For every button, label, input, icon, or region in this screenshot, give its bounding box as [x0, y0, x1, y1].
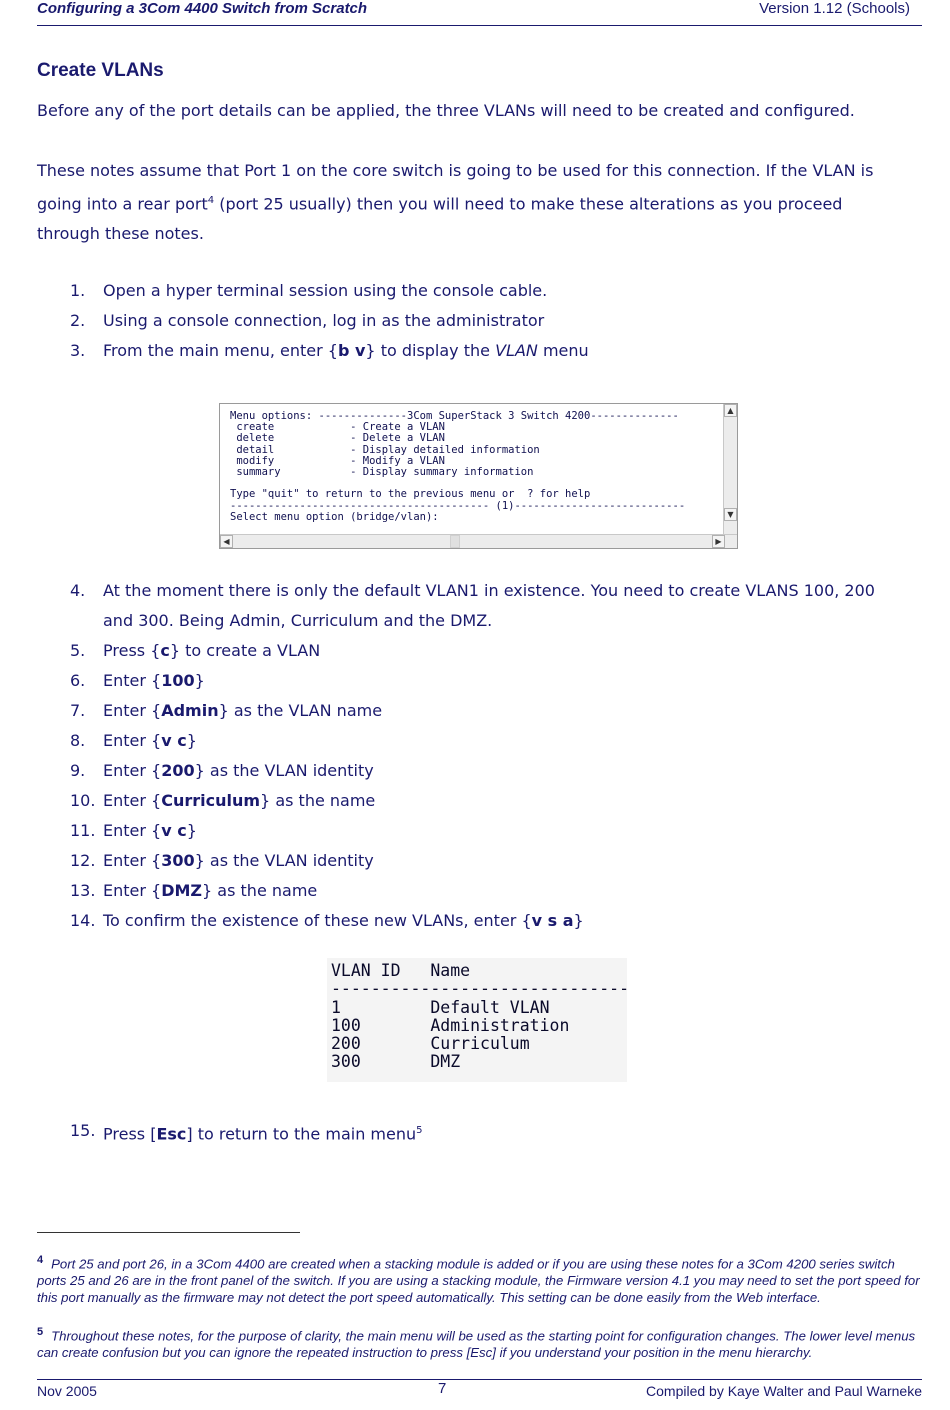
step-number: 1. — [70, 281, 86, 300]
step-text — [103, 846, 918, 876]
section-title: Create VLANs — [37, 60, 164, 81]
step-number: 8. — [70, 731, 86, 750]
footnote-ref-5[interactable]: 5 — [416, 1125, 423, 1136]
step-text-pre: Enter { — [103, 821, 162, 840]
step-text-continued: and 300. Being Admin, Curriculum and the DMZ. — [103, 611, 493, 630]
step-number: 3. — [70, 341, 86, 360]
step-text-pre: From the main menu, enter { — [103, 341, 338, 360]
step-number: 13. — [70, 881, 96, 900]
footnote-mark: 4 — [37, 1254, 44, 1266]
command-keys: v s a — [531, 911, 574, 930]
command-keys: DMZ — [161, 881, 203, 900]
vlan-summary-output — [331, 962, 629, 1072]
step-text-post: } — [186, 731, 197, 750]
footnote-ref-4[interactable]: 4 — [207, 195, 215, 206]
vertical-scrollbar[interactable] — [723, 404, 737, 534]
step-text-post: } as the VLAN identity — [194, 761, 374, 780]
command-keys: v c — [161, 821, 187, 840]
terminal-line: Type "quit" to return to the previous menu or ? for help — [230, 488, 591, 501]
step-text — [103, 336, 918, 366]
terminal-line: create - Create a VLAN — [230, 421, 445, 434]
footnote-text: Port 25 and port 26, in a 3Com 4400 are created when a stacking module is added or if you are using these notes for a 3Com 4200 series switch ports 25 and 26 are in the front panel of the switch. If you are using a stacking module, the Firmware version 4.1 you may need to set the port speed for this port manually as the firmware may not detect the port speed automatically. This setting can be done easily from the Web interface. — [37, 1256, 920, 1306]
step-text-pre: Enter { — [103, 761, 162, 780]
notes-line-2-cont: (port 25 usually) then you will need to make these alterations as you proceed — [214, 194, 843, 214]
step-number: 7. — [70, 701, 86, 720]
step-number: 2. — [70, 311, 86, 330]
step-number: 11. — [70, 821, 96, 840]
horizontal-scrollbar[interactable] — [220, 534, 737, 548]
terminal-output — [230, 411, 685, 523]
step-text-pre: Press [ — [103, 1124, 157, 1144]
step-text — [103, 636, 918, 666]
step-text-post: } — [573, 911, 584, 930]
list-item — [70, 666, 920, 696]
list-item — [70, 906, 920, 936]
scroll-right-icon[interactable]: ▶ — [712, 535, 725, 548]
vlan-table-divider: ------------------------------ — [331, 979, 630, 999]
terminal-line: modify - Modify a VLAN — [230, 454, 445, 467]
vlan-table-row: 100 Administration — [331, 1015, 570, 1035]
command-keys: 100 — [161, 671, 195, 690]
step-text-post: ] to return to the main menu — [186, 1124, 417, 1144]
step-text-post: } — [194, 671, 205, 690]
vlan-table-row: 1 Default VLAN — [331, 997, 550, 1017]
step-text-pre: Enter { — [103, 701, 162, 720]
step-text-post: } as the name — [260, 791, 376, 810]
step-text: At the moment there is only the default VLAN1 in existence. You need to create VLANS 100, 200 — [103, 581, 875, 600]
command-keys: b v — [337, 341, 366, 360]
terminal-line: Menu options: --------------3Com SuperStack 3 Switch 4200-------------- — [230, 410, 679, 422]
step-text — [103, 756, 918, 786]
list-item — [70, 276, 920, 306]
step-number: 5. — [70, 641, 86, 660]
step-text — [103, 666, 918, 696]
scroll-up-icon[interactable]: ▲ — [724, 404, 737, 417]
list-item — [70, 786, 920, 816]
command-keys: v c — [161, 731, 187, 750]
footnote-5 — [37, 1324, 922, 1361]
page-number: 7 — [438, 1380, 447, 1397]
terminal-line: detail - Display detailed information — [230, 443, 540, 456]
header-divider — [37, 25, 922, 26]
list-item — [70, 576, 920, 606]
step-text-post: } — [186, 821, 197, 840]
document-header-title: Configuring a 3Com 4400 Switch from Scratch — [37, 0, 368, 17]
terminal-prompt: Select menu option (bridge/vlan): — [230, 510, 439, 523]
list-item — [70, 876, 920, 906]
step-text: Open a hyper terminal session using the console cable. — [103, 281, 548, 300]
list-item — [70, 726, 920, 756]
step-text — [103, 1116, 918, 1149]
step-text — [103, 726, 918, 756]
footnote-4 — [37, 1252, 922, 1306]
vlan-table-row: 200 Curriculum — [331, 1034, 530, 1054]
document-version: Version 1.12 (Schools) — [759, 0, 910, 17]
menu-name: VLAN — [495, 341, 538, 360]
step-text-pre: Press { — [103, 641, 161, 660]
list-item — [70, 696, 920, 726]
notes-line-2-text: going into a rear port — [37, 194, 208, 214]
footer-credit: Compiled by Kaye Walter and Paul Warneke — [646, 1383, 922, 1399]
scroll-thumb[interactable] — [450, 535, 460, 548]
step-number: 10. — [70, 791, 96, 810]
vlan-table-row: 300 DMZ — [331, 1052, 461, 1072]
notes-line-1: These notes assume that Port 1 on the core switch is going to be used for this connection. If the VLAN is — [37, 161, 874, 180]
list-item — [70, 636, 920, 666]
step-number: 12. — [70, 851, 96, 870]
step-text — [103, 876, 918, 906]
step-text-post: } as the name — [202, 881, 318, 900]
list-item — [70, 846, 920, 876]
step-text-post: } to display the — [365, 341, 496, 360]
step-text: Using a console connection, log in as the administrator — [103, 311, 545, 330]
command-keys: Esc — [156, 1124, 187, 1144]
step-number: 14. — [70, 911, 96, 930]
terminal-line: summary - Display summary information — [230, 466, 534, 479]
step-number: 15. — [70, 1121, 96, 1140]
scroll-left-icon[interactable]: ◀ — [220, 535, 233, 548]
intro-paragraph: Before any of the port details can be applied, the three VLANs will need to be created and configured. — [37, 101, 855, 120]
notes-line-2 — [37, 186, 917, 219]
command-keys: Admin — [161, 701, 219, 720]
footnote-divider — [37, 1232, 300, 1233]
step-text-pre: Enter { — [103, 791, 162, 810]
list-item — [70, 816, 920, 846]
step-text-pre: To confirm the existence of these new VLANs, enter { — [103, 911, 532, 930]
terminal-screenshot — [219, 403, 738, 549]
terminal-line: ----------------------------------------- (1)--------------------------- — [230, 499, 686, 512]
step-text-pre: Enter { — [103, 881, 162, 900]
command-keys: Curriculum — [161, 791, 261, 810]
footnote-mark: 5 — [37, 1326, 44, 1338]
terminal-line: delete - Delete a VLAN — [230, 432, 445, 445]
list-item — [70, 1116, 920, 1146]
command-keys: 300 — [161, 851, 195, 870]
vlan-summary-screenshot — [327, 958, 630, 1082]
list-item — [70, 336, 920, 366]
step-number: 6. — [70, 671, 86, 690]
list-item — [70, 306, 920, 336]
step-text — [103, 696, 918, 726]
step-text-post: } as the VLAN name — [218, 701, 383, 720]
list-item — [70, 756, 920, 786]
step-number: 4. — [70, 581, 86, 600]
step-number: 9. — [70, 761, 86, 780]
step-text-pre: Enter { — [103, 851, 162, 870]
step-text-pre: Enter { — [103, 731, 162, 750]
step-text-end: menu — [537, 341, 589, 360]
footer-date: Nov 2005 — [37, 1383, 97, 1399]
step-text — [103, 906, 918, 936]
scroll-down-icon[interactable]: ▼ — [724, 508, 737, 521]
step-text — [103, 786, 918, 816]
notes-line-3: through these notes. — [37, 224, 204, 244]
step-text-pre: Enter { — [103, 671, 162, 690]
step-text-post: } to create a VLAN — [169, 641, 321, 660]
vlan-table-header: VLAN ID Name — [331, 961, 471, 980]
footnote-text: Throughout these notes, for the purpose of clarity, the main menu will be used as the starting point for configuration changes. The lower level menus can create confusion but you can ignore the repeated instruction to press [Esc] if you understand your position in the menu hierarchy. — [37, 1328, 916, 1361]
step-text-post: } as the VLAN identity — [194, 851, 374, 870]
command-keys: c — [160, 641, 170, 660]
command-keys: 200 — [161, 761, 195, 780]
footer-divider — [37, 1379, 922, 1380]
step-text — [103, 816, 918, 846]
notes-paragraph — [37, 156, 917, 249]
